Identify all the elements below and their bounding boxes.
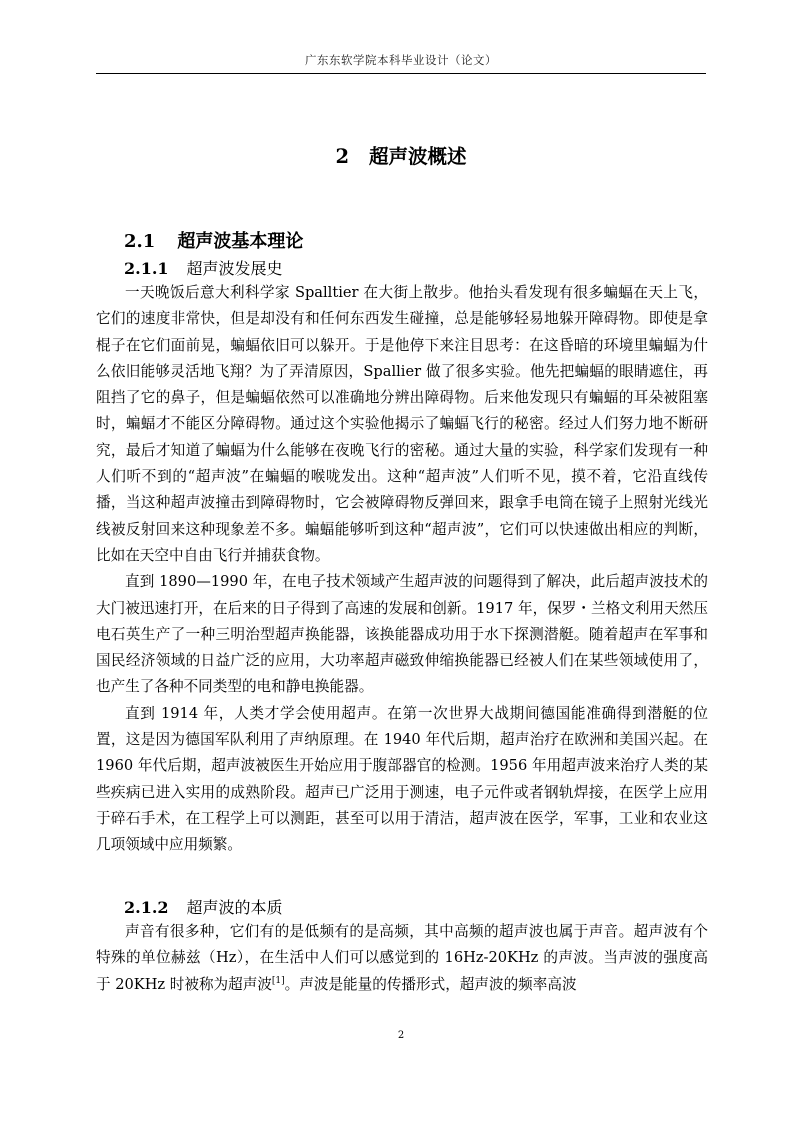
- paragraph-text-continued: 。声波是能量的传播形式，超声波的频率高波: [284, 975, 577, 993]
- section-heading-2-1-1: [124, 256, 283, 279]
- chapter-title-text: 超声波概述: [369, 145, 467, 168]
- paragraph: 直到 1890—1990 年，在电子技术领域产生超声波的问题得到了解决，此后超声波技术的大门被迅速打开，在后来的日子得到了高速的发展和创新。1917 年，保罗・兰格文利用天然压电石英生产了一种三明治型超声换能器，该换能器成功用于水下探测潜艇。随着超声在军事和国民经济领域的日益广泛的应用，大功率超声磁致伸缩换能器已经被人们在某些领域使用了，也产生了各种不同类型的电和静电换能器。: [96, 573, 708, 696]
- page-number: 2: [397, 1030, 405, 1041]
- running-header: 广东东软学院本科毕业设计（论文）: [305, 53, 497, 67]
- citation-ref[interactable]: [1]: [271, 975, 285, 986]
- subsection-title: 超声波的本质: [186, 898, 283, 917]
- paragraph: [96, 919, 708, 998]
- body-2-1-2: [96, 919, 708, 998]
- section-heading-2-1: [124, 227, 303, 253]
- subsection-number: 2.1.1: [124, 259, 169, 278]
- chapter-title: [96, 141, 706, 169]
- section-heading-2-1-2: [124, 895, 283, 918]
- header-rule: [96, 73, 706, 74]
- subsection-title: 超声波发展史: [186, 259, 283, 278]
- paragraph: 直到 1914 年，人类才学会使用超声。在第一次世界大战期间德国能准确得到潜艇的位置，这是因为德国军队利用了声纳原理。在 1940 年代后期，超声治疗在欧洲和美国兴起。在 1960 年代后期，超声波被医生开始应用于腹部器官的检测。1956 年用超声波来治疗人类的某些疾病已进入实用的成熟阶段。超声已广泛用于测速，电子元件或者钢轨焊接，在医学上应用于碎石手术，在工程学上可以测距，甚至可以用于清洁，超声波在医学，军事，工业和农业这几项领域中应用频繁。: [96, 704, 708, 854]
- chapter-number: 2: [335, 145, 350, 168]
- section-title: 超声波基本理论: [177, 231, 304, 252]
- paragraph: 一天晚饭后意大利科学家 Spalltier 在大街上散步。他抬头看发现有很多蝙蝠在天上飞，它们的速度非常快，但是却没有和任何东西发生碰撞，总是能够轻易地躲开障碍物。即使是拿棍子在它们面前晃，蝙蝠依旧可以躲开。于是他停下来注目思考：在这昏暗的环境里蝙蝠为什么依旧能够灵活地飞翔？为了弄清原因，Spallier 做了很多实验。他先把蝙蝠的眼睛遮住，再阻挡了它的鼻子，但是蝙蝠依然可以准确地分辨出障碍物。后来他发现只有蝙蝠的耳朵被阻塞时，蝙蝠才不能区分障碍物。通过这个实验他揭示了蝙蝠飞行的秘密。经过人们努力地不断研究，最后才知道了蝙蝠为什么能够在夜晚飞行的密秘。通过大量的实验，科学家们发现有一种人们听不到的“超声波”在蝙蝠的喉咙发出。这种“超声波”人们听不见，摸不着，它沿直线传播，当这种超声波撞击到障碍物时，它会被障碍物反弹回来，跟拿手电筒在镜子上照射光线光线被反射回来这种现象差不多。蝙蝠能够听到这种“超声波”，它们可以快速做出相应的判断，比如在天空中自由飞行并捕获食物。: [96, 284, 708, 564]
- body-2-1-1: [96, 280, 708, 859]
- subsection-number: 2.1.2: [124, 898, 169, 917]
- paragraph-text: 声音有很多种，它们有的是低频有的是高频，其中高频的超声波也属于声音。超声波有个特殊的单位赫兹（Hz），在生活中人们可以感觉到的 16Hz-20KHz 的声波。当声波的强度高于 20KHz 时被称为超声波: [96, 923, 708, 993]
- section-number: 2.1: [124, 231, 156, 252]
